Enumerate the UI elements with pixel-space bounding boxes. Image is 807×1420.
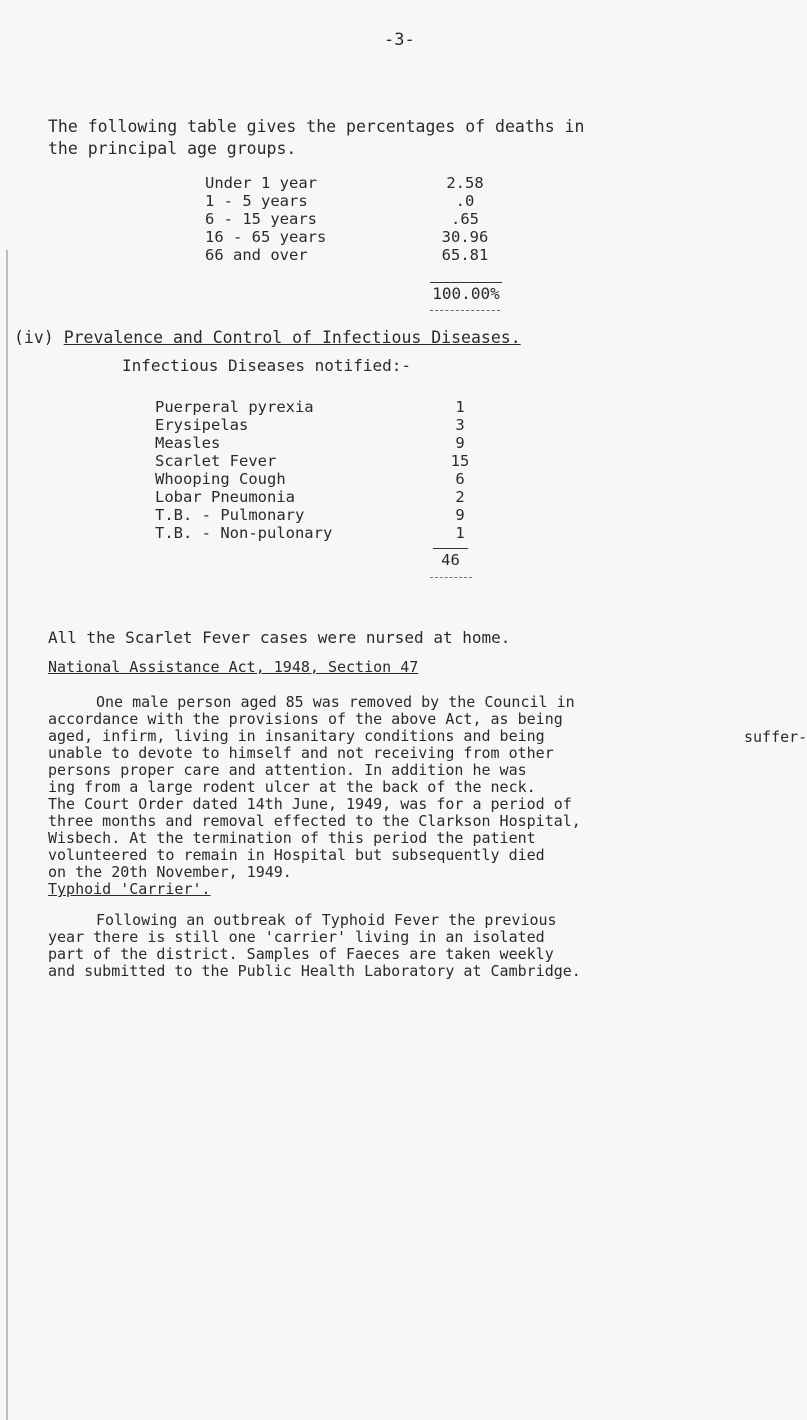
disease-count: 6 [455, 470, 465, 488]
paragraph-line: three months and removal effected to the Clarkson Hospital, [48, 812, 581, 830]
national-assistance-paragraph [48, 694, 581, 881]
disease-count: 3 [455, 416, 465, 434]
scarlet-fever-note: All the Scarlet Fever cases were nursed at home. [48, 628, 511, 647]
table-row [155, 470, 475, 488]
line-text: One male person aged 85 was removed by the Council in [96, 693, 575, 711]
divider [430, 577, 472, 578]
age-value: 30.96 [441, 228, 489, 246]
typhoid-paragraph [48, 912, 581, 980]
disease-table [155, 398, 475, 542]
age-value: 65.81 [441, 246, 489, 264]
section-title: Prevalence and Control of Infectious Diseases. [63, 328, 521, 347]
page-number: -3- [384, 30, 415, 50]
paragraph-line [48, 694, 581, 711]
paragraph-line: accordance with the provisions of the above Act, as being [48, 710, 563, 728]
age-total: 100.00% [430, 282, 502, 303]
intro-line-2: the principal age groups. [48, 139, 297, 158]
disease-label: Puerperal pyrexia [155, 398, 314, 416]
table-row [155, 488, 475, 506]
divider [430, 310, 500, 311]
table-row [155, 434, 475, 452]
notified-heading: Infectious Diseases notified:- [122, 356, 411, 375]
paragraph-line: ing from a large rodent ulcer at the back of the neck. [48, 778, 536, 796]
line-text: Following an outbreak of Typhoid Fever the previous [96, 911, 557, 929]
age-group-table [205, 174, 500, 264]
table-row [205, 192, 500, 210]
age-label: 1 - 5 years [205, 192, 308, 210]
table-row [205, 246, 500, 264]
paragraph-line: and submitted to the Public Health Laboratory at Cambridge. [48, 962, 581, 980]
page-edge [6, 250, 8, 1420]
age-label: Under 1 year [205, 174, 317, 192]
table-row [205, 174, 500, 192]
paragraph-line: persons proper care and attention. In addition he was [48, 761, 527, 779]
disease-label: T.B. - Non-pulonary [155, 524, 333, 542]
age-label: 6 - 15 years [205, 210, 317, 228]
table-row [155, 398, 475, 416]
paragraph-line: aged, infirm, living in insanitary conditions and being [48, 727, 545, 745]
disease-count: 9 [455, 434, 465, 452]
intro-text [48, 116, 584, 160]
age-value: 2.58 [446, 174, 484, 192]
paragraph-line: part of the district. Samples of Faeces are taken weekly [48, 945, 554, 963]
age-value: .0 [455, 192, 475, 210]
disease-count: 1 [455, 398, 465, 416]
table-row [205, 228, 500, 246]
table-row [155, 506, 475, 524]
disease-label: Scarlet Fever [155, 452, 277, 470]
paragraph-line: Wisbech. At the termination of this period the patient [48, 829, 536, 847]
disease-label: Whooping Cough [155, 470, 286, 488]
national-assistance-heading [48, 658, 418, 676]
age-label: 16 - 65 years [205, 228, 327, 246]
disease-label: Lobar Pneumonia [155, 488, 295, 506]
section-heading [14, 328, 521, 347]
disease-label: T.B. - Pulmonary [155, 506, 305, 524]
paragraph-line: The Court Order dated 14th June, 1949, was for a period of [48, 795, 572, 813]
table-row [155, 524, 475, 542]
table-row [155, 452, 475, 470]
age-label: 66 and over [205, 246, 308, 264]
paragraph-line: volunteered to remain in Hospital but subsequently died [48, 846, 545, 864]
intro-line-1: The following table gives the percentages of deaths in [48, 117, 585, 136]
paragraph-line: year there is still one 'carrier' living in an isolated [48, 928, 545, 946]
disease-label: Erysipelas [155, 416, 249, 434]
paragraph-line [48, 912, 581, 929]
hyphenated-word: suffer- [744, 728, 807, 746]
paragraph-line: on the 20th November, 1949. [48, 863, 292, 881]
disease-count: 9 [455, 506, 465, 524]
section-number: (iv) [14, 328, 54, 347]
disease-count: 2 [455, 488, 465, 506]
heading-text: National Assistance Act, 1948, Section 47 [48, 658, 419, 676]
typhoid-heading: Typhoid 'Carrier'. [48, 880, 211, 898]
paragraph-line: unable to devote to himself and not receiving from other [48, 744, 554, 762]
disease-count: 15 [450, 452, 470, 470]
disease-label: Measles [155, 434, 221, 452]
disease-total: 46 [433, 548, 468, 569]
age-value: .65 [451, 210, 479, 228]
disease-count: 1 [455, 524, 465, 542]
table-row [155, 416, 475, 434]
table-row [205, 210, 500, 228]
